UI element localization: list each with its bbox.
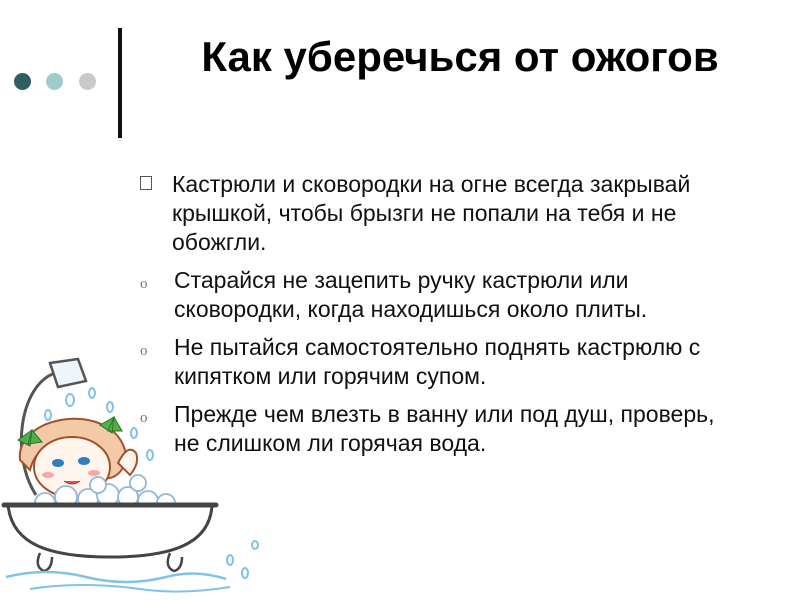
decor-dot-grey xyxy=(79,73,96,90)
circle-bullet-icon: o xyxy=(140,410,148,426)
circle-bullet-icon: o xyxy=(140,276,148,292)
decor-dot-dark xyxy=(14,73,31,90)
list-item xyxy=(138,170,758,257)
circle-bullet-icon: o xyxy=(140,343,148,359)
square-bullet-icon xyxy=(138,170,172,257)
girl-in-bathtub-icon xyxy=(0,345,280,600)
bullet-text: Кастрюли и сковородки на огне всегда закрывай крышкой, чтобы брызги не попали на тебя и не обожгли. xyxy=(172,171,691,255)
list-item xyxy=(138,266,758,324)
bullet-text: Не пытайся самостоятельно поднять кастрюлю с кипятком или горячим супом. xyxy=(174,334,701,389)
slide-title: Как уберечься от ожогов xyxy=(201,33,719,80)
decor-dot-light xyxy=(46,73,63,90)
bullet-text: Прежде чем влезть в ванну или под душ, проверь, не слишком ли горячая вода. xyxy=(174,401,715,456)
title-divider xyxy=(118,28,122,138)
bullet-text: Старайся не зацепить ручку кастрюли или сковородки, когда находишься около плиты. xyxy=(174,267,648,322)
